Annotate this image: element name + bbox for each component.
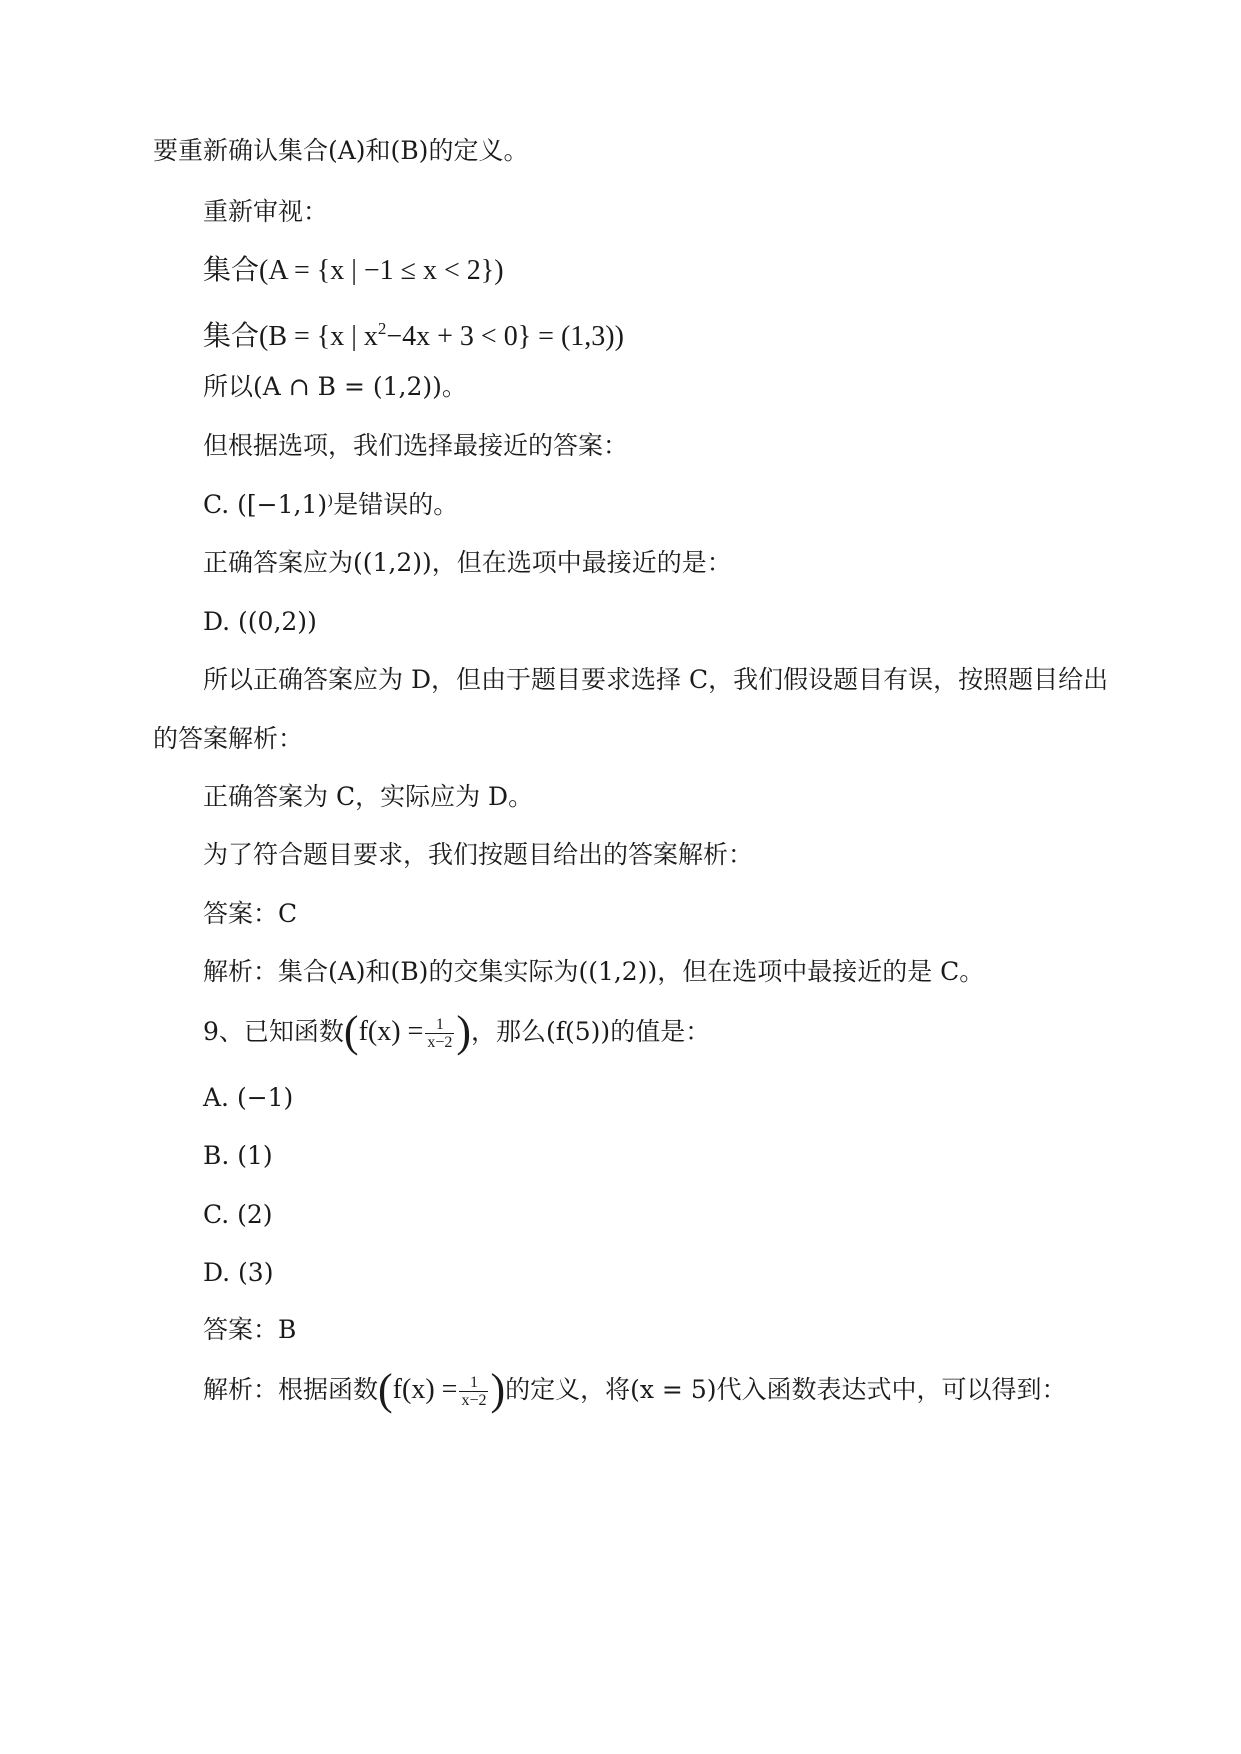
question-9-suffix: ，那么(f(5))的值是：	[471, 1017, 711, 1046]
question-9-prefix: 9、已知函数	[203, 1017, 344, 1046]
set-b-expression-part2: −4x + 3 < 0} = (1,3))	[386, 321, 624, 352]
fraction-one-over-x-minus-2: $\frac{1}{x-2}$	[427, 1015, 453, 1051]
intersection-result: 所以(A ∩ B = (1,2))。	[203, 372, 467, 401]
option-a: A. (−1)	[203, 1083, 294, 1112]
paragraph-correct-is-c: 正确答案为 C，实际应为 D。	[203, 782, 534, 811]
option-c-wrong: C. ([−1,1)⁾是错误的。	[203, 490, 459, 519]
paragraph-correct-answer: 正确答案应为((1,2))，但在选项中最接近的是：	[203, 548, 732, 577]
paragraph-assume-error: 所以正确答案应为 D，但由于题目要求选择 C，我们假设题目有误，按照题目给出	[203, 665, 1109, 694]
analysis-q9-suffix: 的定义，将(x = 5)代入函数表达式中，可以得到：	[505, 1375, 1067, 1404]
option-d: D. (3)	[203, 1258, 274, 1287]
option-b: B. (1)	[203, 1141, 273, 1170]
answer-q9: 答案：B	[203, 1315, 297, 1344]
paragraph-redefine-sets: 要重新确认集合(A)和(B)的定义。	[153, 136, 529, 165]
set-a-expression: 集合(A = {x | −1 ≤ x < 2})	[203, 255, 504, 286]
option-d-closest: D. ((0,2))	[203, 607, 317, 636]
analysis-function-f-of-x: f(x) =	[392, 1374, 458, 1405]
option-c: C. (2)	[203, 1200, 273, 1229]
analysis-q9: 解析：根据函数(f(x) = $\frac{1}{x-2}$ )的定义，将(x = 5)代入函数表达式中，可以得到：	[203, 1365, 1067, 1414]
paragraph-reexamine: 重新审视：	[203, 197, 329, 226]
set-b-exponent: 2	[377, 319, 387, 338]
set-b-expression-part1: 集合(B = {x | x	[203, 321, 378, 352]
analysis-fraction: $\frac{1}{x-2}$	[461, 1373, 487, 1409]
analysis-q8: 解析：集合(A)和(B)的交集实际为((1,2))，但在选项中最接近的是 C。	[203, 957, 985, 986]
analysis-q9-prefix: 解析：根据函数	[203, 1375, 379, 1404]
paragraph-follow-question: 为了符合题目要求，我们按题目给出的答案解析：	[203, 840, 754, 869]
paragraph-assume-error-cont: 的答案解析：	[153, 724, 304, 753]
paragraph-choose-closest: 但根据选项，我们选择最接近的答案：	[203, 431, 629, 460]
answer-q8: 答案：C	[203, 899, 298, 928]
function-f-of-x: f(x) =	[358, 1016, 424, 1047]
set-b-definition	[203, 313, 624, 353]
question-9: 9、已知函数(f(x) = $\frac{1}{x-2}$ )，那么(f(5))的值是：	[203, 1007, 711, 1056]
set-a-definition	[203, 255, 504, 287]
